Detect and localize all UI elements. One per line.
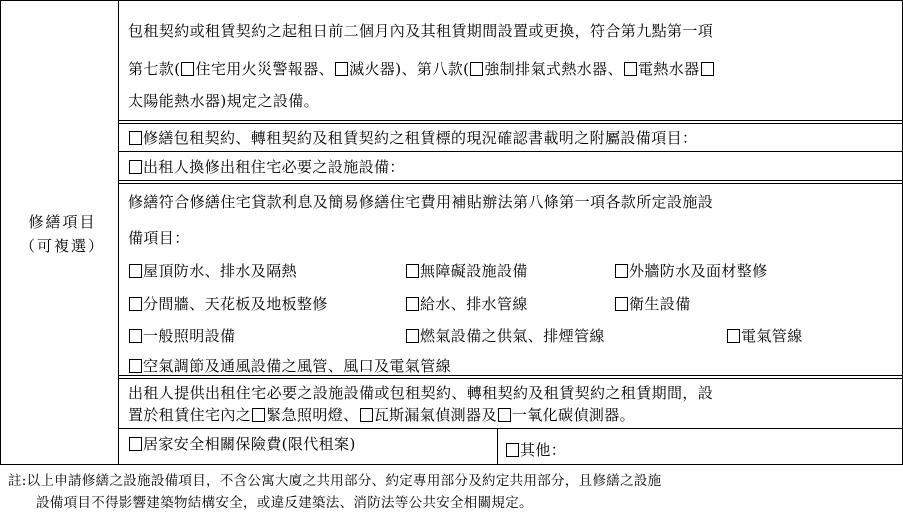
separator: 、 (343, 406, 359, 424)
item-label: 外牆防水及面材整修 (629, 262, 768, 280)
checkbox-forced-heater[interactable] (470, 62, 483, 76)
checkbox-hvac[interactable] (129, 359, 142, 373)
border-left (0, 0, 1, 465)
row-divider-4 (118, 375, 903, 376)
insurance-option (128, 435, 356, 453)
checkbox-gas-detector[interactable] (360, 408, 373, 422)
checkbox-partition[interactable] (129, 297, 142, 311)
checkbox-accessibility[interactable] (406, 264, 419, 278)
separator: 、 (318, 60, 335, 78)
option-emergency-light: 緊急照明燈 (266, 406, 344, 424)
option-landlord-replace-label: 出租人換修出租住宅必要之設施設備： (143, 158, 405, 176)
checkbox-sanitary[interactable] (615, 297, 628, 311)
row-divider-1 (118, 120, 903, 121)
subsidy-item-sanitary (614, 295, 691, 313)
note-line2: 設備項目不得影響建築物結構安全，或違反建築法、消防法等公共安全相關規定。 (36, 495, 533, 511)
checkbox-emergency-light[interactable] (252, 408, 265, 422)
item-label: 燃氣設備之供氣、排煙管線 (420, 327, 605, 345)
item-label: 無障礙設施設備 (420, 262, 528, 280)
subsidy-item-hvac (128, 357, 451, 375)
option-extinguisher: 滅火器 (349, 60, 396, 78)
checkbox-sublease[interactable] (129, 131, 142, 145)
subsidy-item-lighting (128, 327, 235, 345)
option-co-detector: 一氧化碳偵測器 (511, 406, 620, 424)
item-label: 分間牆、天花板及地板整修 (143, 295, 328, 313)
subsidy-line1: 修繕符合修繕住宅貸款利息及簡易修繕住宅費用補貼辦法第八條第一項各款所定設施設 (128, 193, 714, 211)
subsidy-item-roof (128, 262, 297, 280)
other-option (505, 441, 566, 459)
item-label: 電氣管線 (741, 327, 803, 345)
checkbox-co-detector[interactable] (498, 408, 511, 422)
row-divider-3 (118, 180, 903, 181)
section1-line2 (128, 60, 715, 78)
checkbox-electric-heater[interactable] (624, 62, 637, 76)
option-insurance-label: 居家安全相關保險費(限代租案) (143, 435, 356, 453)
item-label: 一般照明設備 (143, 327, 236, 345)
row-divider-5 (118, 428, 903, 429)
item-label: 衛生設備 (629, 295, 691, 313)
row-divider-4b (118, 378, 903, 379)
item-label: 給水、排水管線 (420, 295, 528, 313)
section1-line2-mid: )、第八款( (395, 60, 470, 78)
checkbox-roof[interactable] (129, 264, 142, 278)
subsidy-item-gas (405, 327, 605, 345)
item-label: 空氣調節及通風設備之風管、風口及電氣管線 (143, 357, 452, 375)
period: 。 (619, 406, 636, 424)
checkbox-landlord-replace[interactable] (129, 160, 142, 174)
subsidy-item-accessibility (405, 262, 528, 280)
option-electric-heater: 電熱水器 (637, 60, 700, 78)
row-divider-2 (118, 151, 903, 152)
checkbox-insurance[interactable] (129, 437, 142, 451)
sublease-option (128, 129, 697, 147)
section1-line1: 包租契約或租賃契約之起租日前二個月內及其租賃期間設置或更換，符合第九點第一項 (128, 22, 714, 40)
insurance-other-divider (497, 428, 498, 465)
option-forced-heater: 強制排氣式熱水器 (484, 60, 608, 78)
repair-items-label (10, 210, 115, 258)
subsidy-item-electrical (726, 327, 803, 345)
checkbox-smoke-alarm[interactable] (181, 62, 194, 76)
checkbox-gas[interactable] (406, 329, 419, 343)
section1-line3: 太陽能熱水器)規定之設備。 (128, 92, 320, 110)
safety-line2-prefix: 置於租賃住宅內之 (128, 406, 252, 424)
option-gas-detector: 瓦斯漏氣偵測器 (373, 406, 482, 424)
row-divider-1b (118, 123, 903, 124)
subsidy-item-partition (128, 295, 328, 313)
border-bottom-table (0, 464, 903, 465)
separator: 、 (607, 60, 623, 78)
landlord-replace-option (128, 158, 405, 176)
checkbox-solar-heater[interactable] (701, 62, 714, 76)
safety-line2 (128, 406, 635, 424)
checkbox-electrical[interactable] (727, 329, 740, 343)
checkbox-lighting[interactable] (129, 329, 142, 343)
section1-line2-prefix: 第七款( (128, 60, 181, 78)
checkbox-plumbing[interactable] (406, 297, 419, 311)
checkbox-extinguisher[interactable] (335, 62, 348, 76)
subsidy-line2: 備項目： (128, 229, 190, 247)
note-line1: 註:以上申請修繕之設施設備項目，不含公寓大廈之共用部分、約定專用部分及約定共用部分，且修繕之設施 (8, 473, 662, 489)
option-sublease-label: 修繕包租契約、轉租契約及租賃契約之租賃標的現況確認書載明之附屬設備項目： (143, 129, 698, 147)
item-label: 屋頂防水、排水及隔熱 (143, 262, 298, 280)
label-line-2: （可複選） (19, 237, 105, 255)
option-smoke-alarm: 住宅用火災警報器 (195, 60, 319, 78)
label-line-1: 修繕項目 (28, 213, 97, 231)
subsidy-item-plumbing (405, 295, 528, 313)
column-divider (118, 0, 119, 465)
checkbox-other[interactable] (506, 443, 519, 457)
border-top (0, 0, 903, 1)
conjunction: 及 (481, 406, 497, 424)
subsidy-item-exterior-wall (614, 262, 768, 280)
checkbox-exterior-wall[interactable] (615, 264, 628, 278)
safety-line1: 出租人提供出租住宅必要之設施設備或包租契約、轉租契約及租賃契約之租賃期間，設 (128, 384, 714, 402)
row-divider-3b (118, 183, 903, 184)
option-other-label: 其他： (520, 441, 567, 459)
